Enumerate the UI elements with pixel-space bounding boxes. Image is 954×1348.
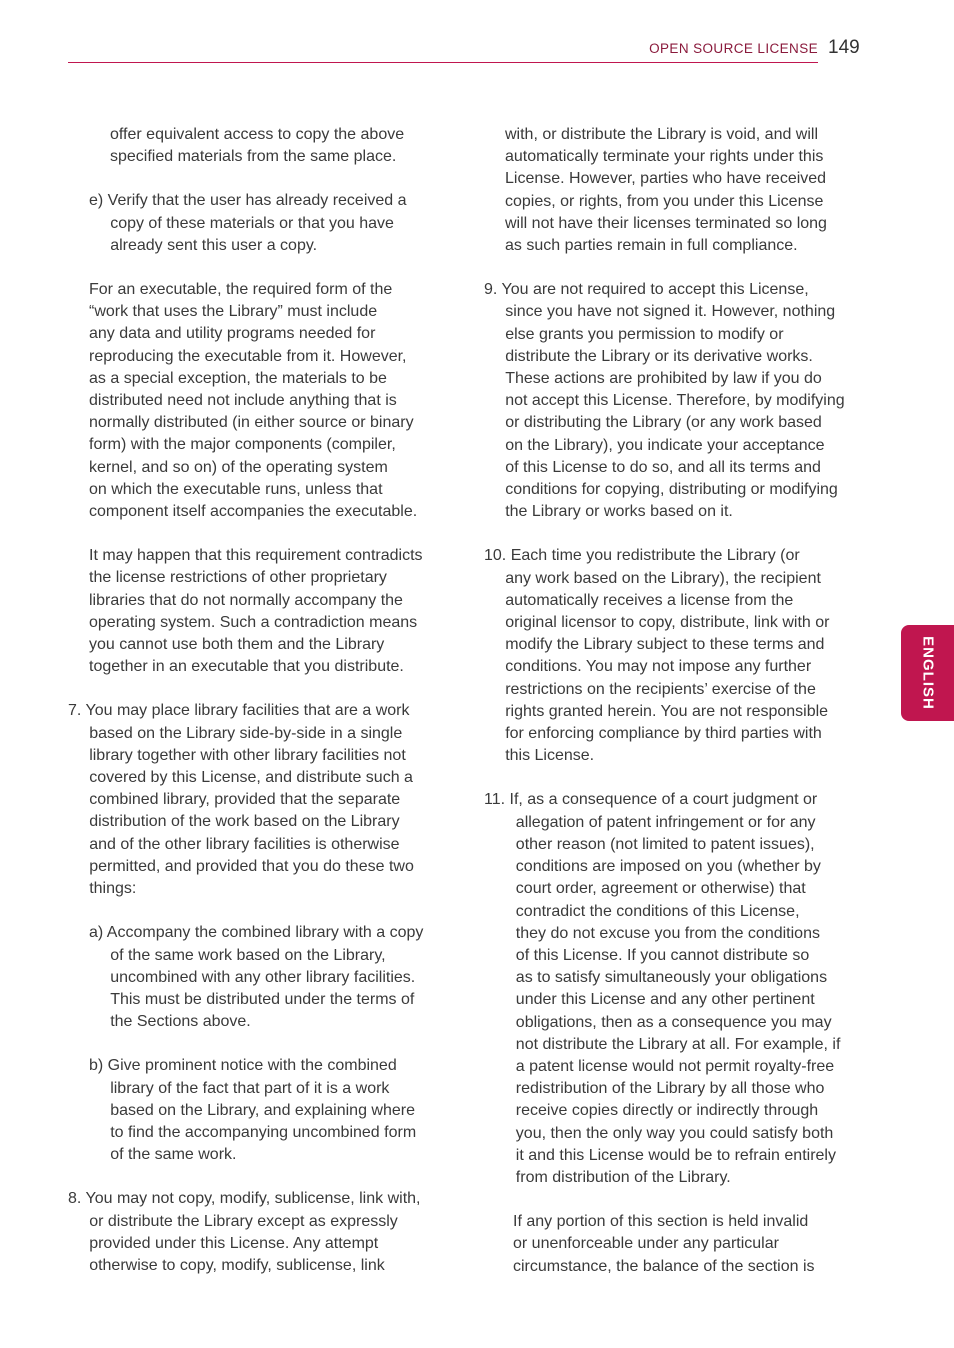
text-line: distribute the Library or its derivative works.: [505, 347, 813, 365]
text-line: conditions for copying, distributing or modifying: [505, 481, 838, 499]
paragraph: [484, 1211, 864, 1278]
paragraph: [68, 279, 448, 523]
text-line: as a special exception, the materials to be: [89, 369, 387, 387]
paragraph: [68, 700, 448, 900]
paragraph: [68, 190, 448, 257]
text-line: and of the other library facilities is otherwise: [89, 835, 400, 853]
text-line: to find the accompanying uncombined form: [110, 1123, 417, 1141]
paragraph: [68, 922, 448, 1033]
text-line: a patent license would not permit royalty-free: [515, 1057, 835, 1075]
text-line: things:: [89, 880, 137, 898]
text-line: this License.: [505, 747, 595, 765]
text-line: from distribution of the Library.: [515, 1168, 731, 1186]
text-line: normally distributed (in either source or binary: [89, 414, 414, 432]
text-line: since you have not signed it. However, nothing: [505, 303, 836, 321]
text-line: a) Accompany the combined library with a copy: [89, 924, 424, 942]
text-line: specified materials from the same place.: [110, 148, 397, 166]
text-line: not accept this License. Therefore, by modifying: [505, 392, 845, 410]
text-line: offer equivalent access to copy the above: [110, 126, 405, 143]
text-line: reproducing the executable from it. However,: [89, 347, 407, 365]
text-line: form) with the major components (compiler,: [89, 436, 396, 454]
paragraph: [484, 545, 864, 767]
text-line: rights granted herein. You are not responsible: [505, 702, 829, 720]
text-line: covered by this License, and distribute such a: [89, 769, 413, 787]
text-line: 8. You may not copy, modify, sublicense, link with,: [68, 1190, 421, 1208]
language-tab-label: ENGLISH: [919, 636, 936, 710]
paragraph: [484, 279, 864, 523]
text-line: restrictions on the recipients’ exercise of the: [505, 680, 816, 698]
text-line: of this License. If you cannot distribute so: [515, 946, 810, 964]
text-line: on the Library), you indicate your acceptance: [505, 436, 825, 454]
text-line: For an executable, the required form of the: [89, 281, 393, 299]
paragraph: [484, 789, 864, 1189]
text-line: receive copies directly or indirectly through: [515, 1102, 819, 1120]
text-line: or unenforceable under any particular: [513, 1235, 779, 1253]
text-line: distributed need not include anything that is: [89, 392, 397, 410]
text-line: of the same work based on the Library,: [110, 946, 386, 964]
text-line: otherwise to copy, modify, sublicense, link: [89, 1256, 385, 1274]
paragraph: [68, 1188, 448, 1277]
text-line: together in an executable that you distribute.: [89, 658, 404, 676]
text-line: 7. You may place library facilities that are a work: [68, 702, 410, 720]
text-line: library together with other library facilities not: [89, 746, 406, 764]
text-line: they do not excuse you from the conditions: [515, 924, 820, 942]
text-line: of the same work.: [110, 1146, 237, 1164]
text-line: already sent this user a copy.: [110, 236, 318, 254]
text-line: or distributing the Library (or any work based: [505, 414, 822, 432]
text-line: library of the fact that part of it is a work: [110, 1079, 390, 1097]
text-line: libraries that do not normally accompany the: [89, 591, 403, 609]
text-line: automatically terminate your rights under this: [505, 148, 824, 166]
text-line: the Library or works based on it.: [505, 503, 733, 521]
text-line: the Sections above.: [110, 1013, 251, 1031]
text-line: contradict the conditions of this License,: [515, 902, 800, 920]
text-line: it and this License would be to refrain entirely: [515, 1146, 836, 1164]
text-line: “work that uses the Library” must include: [89, 303, 378, 321]
text-line: else grants you permission to modify or: [505, 325, 784, 343]
text-line: under this License and any other pertinent: [515, 991, 815, 1009]
text-line: If any portion of this section is held invalid: [513, 1213, 809, 1231]
text-line: copies, or rights, from you under this License: [505, 192, 824, 210]
header-divider: [68, 62, 818, 63]
text-line: you, then the only way you could satisfy both: [515, 1124, 834, 1142]
page-number: 149: [828, 37, 860, 58]
paragraph: [68, 545, 448, 678]
text-line: distribution of the work based on the Library: [89, 813, 400, 831]
text-line: allegation of patent infringement or for any: [515, 813, 816, 831]
paragraph: [68, 1055, 448, 1166]
text-line: 10. Each time you redistribute the Library (or: [484, 547, 800, 565]
text-line: as such parties remain in full compliance.: [505, 237, 798, 255]
text-line: These actions are prohibited by law if you do: [505, 370, 822, 388]
text-line: 11. If, as a consequence of a court judgment or: [484, 791, 818, 809]
text-line: This must be distributed under the terms of: [110, 990, 415, 1008]
text-line: combined library, provided that the separate: [89, 791, 401, 809]
text-line: of this License to do so, and all its terms and: [505, 458, 821, 476]
text-line: kernel, and so on) of the operating system: [89, 458, 388, 476]
paragraph: [484, 124, 864, 257]
text-line: permitted, and provided that you do these two: [89, 857, 414, 875]
text-line: on which the executable runs, unless that: [89, 480, 383, 498]
text-line: operating system. Such a contradiction means: [89, 613, 418, 631]
text-line: based on the Library, and explaining where: [110, 1101, 415, 1119]
text-line: any data and utility programs needed for: [89, 325, 376, 343]
text-line: you cannot use both them and the Library: [89, 636, 385, 654]
right-text-column: [484, 124, 864, 1300]
text-line: conditions are imposed on you (whether by: [515, 858, 821, 876]
text-line: e) Verify that the user has already received a: [89, 192, 407, 210]
paragraph: [68, 124, 448, 168]
text-line: It may happen that this requirement contradicts: [89, 547, 423, 565]
text-line: conditions. You may not impose any further: [505, 658, 812, 676]
text-line: obligations, then as a consequence you may: [515, 1013, 832, 1031]
left-text-column: [68, 124, 448, 1299]
text-line: original licensor to copy, distribute, link with or: [505, 614, 830, 632]
section-title: OPEN SOURCE LICENSE: [649, 41, 818, 56]
text-line: b) Give prominent notice with the combined: [89, 1057, 397, 1075]
text-line: component itself accompanies the executable.: [89, 503, 418, 521]
text-line: or distribute the Library except as expressly: [89, 1212, 398, 1230]
text-line: the license restrictions of other proprietary: [89, 569, 387, 587]
text-line: court order, agreement or otherwise) that: [515, 880, 806, 898]
text-line: automatically receives a license from the: [505, 591, 794, 609]
text-line: copy of these materials or that you have: [110, 214, 394, 232]
text-line: other reason (not limited to patent issues),: [515, 835, 815, 853]
text-line: as to satisfy simultaneously your obligations: [515, 969, 828, 987]
text-line: provided under this License. Any attempt: [89, 1234, 379, 1252]
text-line: 9. You are not required to accept this License,: [484, 281, 809, 299]
text-line: any work based on the Library), the recipient: [505, 569, 821, 587]
text-line: will not have their licenses terminated so long: [505, 214, 827, 232]
text-line: License. However, parties who have received: [505, 170, 827, 188]
text-line: not distribute the Library at all. For example, if: [515, 1035, 841, 1053]
text-line: with, or distribute the Library is void, and will: [505, 126, 819, 143]
text-line: for enforcing compliance by third parties with: [505, 725, 822, 743]
text-line: redistribution of the Library by all those who: [515, 1080, 825, 1098]
text-line: circumstance, the balance of the section is: [513, 1257, 815, 1275]
text-line: uncombined with any other library facilities.: [110, 968, 416, 986]
language-tab: [901, 625, 954, 721]
text-line: modify the Library subject to these terms and: [505, 636, 825, 654]
text-line: based on the Library side-by-side in a single: [89, 724, 403, 742]
